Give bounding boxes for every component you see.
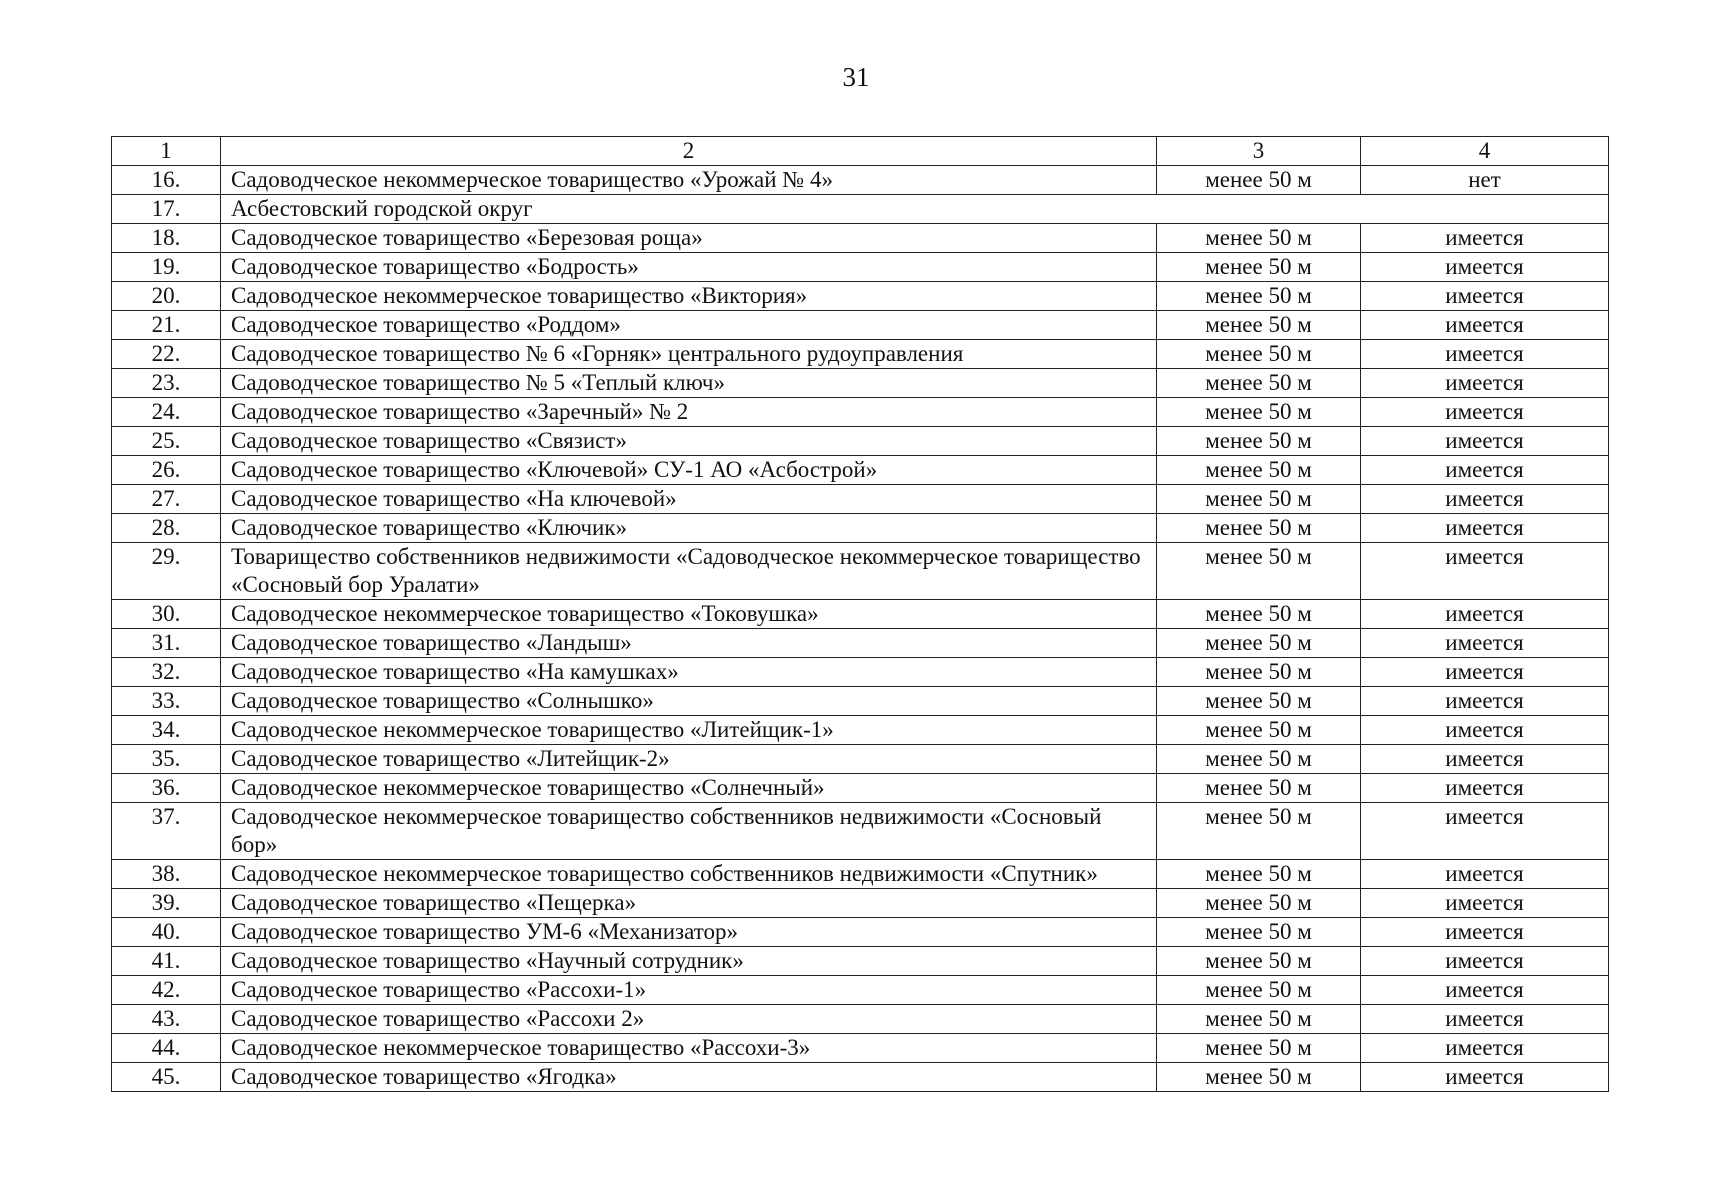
table-row: [112, 803, 1609, 860]
row-number: 20.: [112, 282, 221, 311]
settlement-name: Садоводческое товарищество «Солнышко»: [221, 687, 1157, 716]
distance-cell: менее 50 м: [1157, 456, 1361, 485]
availability-cell: имеется: [1361, 600, 1609, 629]
settlement-name: Садоводческое некоммерческое товарищество собственников недвижимости «Спутник»: [221, 860, 1157, 889]
distance-cell: менее 50 м: [1157, 716, 1361, 745]
row-number: 42.: [112, 976, 221, 1005]
table-row: [112, 340, 1609, 369]
table-row: [112, 600, 1609, 629]
distance-cell: менее 50 м: [1157, 427, 1361, 456]
availability-cell: имеется: [1361, 224, 1609, 253]
settlement-name: Садоводческое товарищество «Рассохи 2»: [221, 1005, 1157, 1034]
distance-cell: менее 50 м: [1157, 340, 1361, 369]
row-number: 38.: [112, 860, 221, 889]
table-row: [112, 774, 1609, 803]
settlement-name: Садоводческое товарищество «Ключик»: [221, 514, 1157, 543]
table-row: [112, 976, 1609, 1005]
settlement-name: Садоводческое товарищество «Рассохи-1»: [221, 976, 1157, 1005]
settlement-name: Садоводческое некоммерческое товарищество собственников недвижимости «Сосновый бор»: [221, 803, 1157, 860]
settlement-name: Садоводческое товарищество «Ягодка»: [221, 1063, 1157, 1092]
availability-cell: имеется: [1361, 716, 1609, 745]
row-number: 31.: [112, 629, 221, 658]
settlement-name: Садоводческое некоммерческое товарищество «Рассохи-3»: [221, 1034, 1157, 1063]
distance-cell: менее 50 м: [1157, 514, 1361, 543]
distance-cell: менее 50 м: [1157, 1005, 1361, 1034]
row-number: 39.: [112, 889, 221, 918]
availability-cell: имеется: [1361, 427, 1609, 456]
availability-cell: имеется: [1361, 774, 1609, 803]
availability-cell: имеется: [1361, 253, 1609, 282]
availability-cell: имеется: [1361, 889, 1609, 918]
settlement-name: Товарищество собственников недвижимости «Садоводческое некоммерческое товарищество «Сосновый бор Уралати»: [221, 543, 1157, 600]
row-number: 23.: [112, 369, 221, 398]
settlement-name: Садоводческое товарищество «Заречный» № 2: [221, 398, 1157, 427]
row-number: 35.: [112, 745, 221, 774]
distance-cell: менее 50 м: [1157, 918, 1361, 947]
table-row: [112, 918, 1609, 947]
availability-cell: имеется: [1361, 745, 1609, 774]
table-row: [112, 282, 1609, 311]
table-row: [112, 1063, 1609, 1092]
distance-cell: менее 50 м: [1157, 398, 1361, 427]
distance-cell: менее 50 м: [1157, 224, 1361, 253]
availability-cell: имеется: [1361, 282, 1609, 311]
distance-cell: менее 50 м: [1157, 947, 1361, 976]
header-col-2: 2: [221, 137, 1157, 166]
distance-cell: менее 50 м: [1157, 485, 1361, 514]
row-number: 21.: [112, 311, 221, 340]
table-header: [112, 137, 1609, 166]
availability-cell: имеется: [1361, 311, 1609, 340]
row-number: 24.: [112, 398, 221, 427]
table-body: [112, 166, 1609, 1092]
row-number: 32.: [112, 658, 221, 687]
distance-cell: менее 50 м: [1157, 543, 1361, 600]
row-number: 43.: [112, 1005, 221, 1034]
availability-cell: имеется: [1361, 629, 1609, 658]
distance-cell: менее 50 м: [1157, 745, 1361, 774]
settlement-name: Садоводческое товарищество «Пещерка»: [221, 889, 1157, 918]
row-number: 16.: [112, 166, 221, 195]
distance-cell: менее 50 м: [1157, 282, 1361, 311]
settlement-name: Садоводческое товарищество «Ландыш»: [221, 629, 1157, 658]
row-number: 34.: [112, 716, 221, 745]
settlement-name: Садоводческое товарищество «Литейщик-2»: [221, 745, 1157, 774]
table-row: [112, 947, 1609, 976]
availability-cell: имеется: [1361, 1005, 1609, 1034]
distance-cell: менее 50 м: [1157, 889, 1361, 918]
distance-cell: менее 50 м: [1157, 658, 1361, 687]
row-number: 17.: [112, 195, 221, 224]
table-row: [112, 369, 1609, 398]
distance-cell: менее 50 м: [1157, 976, 1361, 1005]
availability-cell: имеется: [1361, 369, 1609, 398]
row-number: 40.: [112, 918, 221, 947]
row-number: 22.: [112, 340, 221, 369]
settlement-name: Садоводческое товарищество «Научный сотрудник»: [221, 947, 1157, 976]
availability-cell: имеется: [1361, 340, 1609, 369]
settlement-name: Садоводческое товарищество УМ-6 «Механизатор»: [221, 918, 1157, 947]
distance-cell: менее 50 м: [1157, 860, 1361, 889]
table-row: [112, 745, 1609, 774]
table-row: [112, 1034, 1609, 1063]
distance-cell: менее 50 м: [1157, 369, 1361, 398]
table-row: [112, 658, 1609, 687]
distance-cell: менее 50 м: [1157, 600, 1361, 629]
availability-cell: имеется: [1361, 456, 1609, 485]
header-row: [112, 137, 1609, 166]
availability-cell: имеется: [1361, 398, 1609, 427]
distance-cell: менее 50 м: [1157, 1063, 1361, 1092]
page-number: 31: [842, 62, 870, 92]
table-row: [112, 253, 1609, 282]
settlement-name: Садоводческое некоммерческое товарищество «Солнечный»: [221, 774, 1157, 803]
row-number: 28.: [112, 514, 221, 543]
table-row: [112, 889, 1609, 918]
row-number: 18.: [112, 224, 221, 253]
table-row: [112, 195, 1609, 224]
settlements-table: [111, 136, 1609, 1092]
availability-cell: имеется: [1361, 514, 1609, 543]
availability-cell: имеется: [1361, 947, 1609, 976]
availability-cell: имеется: [1361, 1034, 1609, 1063]
row-number: 25.: [112, 427, 221, 456]
distance-cell: менее 50 м: [1157, 311, 1361, 340]
row-number: 29.: [112, 543, 221, 600]
distance-cell: менее 50 м: [1157, 687, 1361, 716]
table-row: [112, 629, 1609, 658]
availability-cell: имеется: [1361, 918, 1609, 947]
settlement-name: Садоводческое товарищество «Березовая роща»: [221, 224, 1157, 253]
table-row: [112, 311, 1609, 340]
header-col-1: 1: [112, 137, 221, 166]
availability-cell: имеется: [1361, 658, 1609, 687]
settlement-name: Садоводческое некоммерческое товарищество «Урожай № 4»: [221, 166, 1157, 195]
table-row: [112, 687, 1609, 716]
header-col-3: 3: [1157, 137, 1361, 166]
row-number: 30.: [112, 600, 221, 629]
settlement-name: Садоводческое товарищество «Бодрость»: [221, 253, 1157, 282]
distance-cell: менее 50 м: [1157, 774, 1361, 803]
row-number: 19.: [112, 253, 221, 282]
section-heading: Асбестовский городской округ: [221, 195, 1609, 224]
settlement-name: Садоводческое товарищество «На ключевой»: [221, 485, 1157, 514]
distance-cell: менее 50 м: [1157, 166, 1361, 195]
availability-cell: имеется: [1361, 543, 1609, 600]
row-number: 27.: [112, 485, 221, 514]
availability-cell: имеется: [1361, 485, 1609, 514]
availability-cell: имеется: [1361, 1063, 1609, 1092]
table-row: [112, 1005, 1609, 1034]
table-row: [112, 543, 1609, 600]
distance-cell: менее 50 м: [1157, 253, 1361, 282]
row-number: 36.: [112, 774, 221, 803]
settlement-name: Садоводческое товарищество № 5 «Теплый ключ»: [221, 369, 1157, 398]
settlement-name: Садоводческое товарищество «Роддом»: [221, 311, 1157, 340]
settlement-name: Садоводческое некоммерческое товарищество «Литейщик-1»: [221, 716, 1157, 745]
row-number: 41.: [112, 947, 221, 976]
availability-cell: имеется: [1361, 687, 1609, 716]
table-row: [112, 716, 1609, 745]
table-row: [112, 514, 1609, 543]
settlement-name: Садоводческое товарищество № 6 «Горняк» центрального рудоуправления: [221, 340, 1157, 369]
table-row: [112, 398, 1609, 427]
row-number: 44.: [112, 1034, 221, 1063]
availability-cell: имеется: [1361, 803, 1609, 860]
row-number: 37.: [112, 803, 221, 860]
table-row: [112, 166, 1609, 195]
table-row: [112, 224, 1609, 253]
availability-cell: нет: [1361, 166, 1609, 195]
table-row: [112, 860, 1609, 889]
availability-cell: имеется: [1361, 976, 1609, 1005]
row-number: 26.: [112, 456, 221, 485]
availability-cell: имеется: [1361, 860, 1609, 889]
row-number: 33.: [112, 687, 221, 716]
distance-cell: менее 50 м: [1157, 1034, 1361, 1063]
row-number: 45.: [112, 1063, 221, 1092]
settlement-name: Садоводческое товарищество «Ключевой» СУ-1 АО «Асбострой»: [221, 456, 1157, 485]
settlement-name: Садоводческое товарищество «Связист»: [221, 427, 1157, 456]
table-row: [112, 427, 1609, 456]
settlement-name: Садоводческое некоммерческое товарищество «Токовушка»: [221, 600, 1157, 629]
settlement-name: Садоводческое некоммерческое товарищество «Виктория»: [221, 282, 1157, 311]
header-col-4: 4: [1361, 137, 1609, 166]
distance-cell: менее 50 м: [1157, 803, 1361, 860]
settlement-name: Садоводческое товарищество «На камушках»: [221, 658, 1157, 687]
table-row: [112, 456, 1609, 485]
distance-cell: менее 50 м: [1157, 629, 1361, 658]
table-row: [112, 485, 1609, 514]
